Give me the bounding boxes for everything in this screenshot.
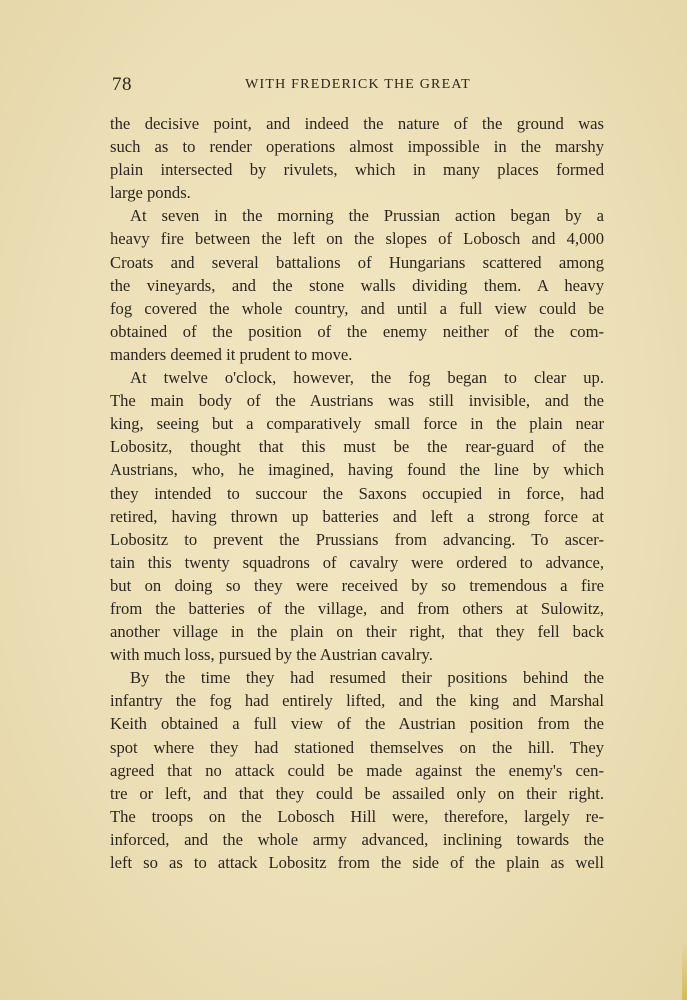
text-line: left so as to attack Lobositz from the side of the plain as well: [110, 853, 604, 872]
text-line: but on doing so they were received by so tremendous a fire: [110, 575, 604, 595]
text-line: inforced, and the whole army advanced, inclining towards the: [110, 829, 604, 849]
text-line: Croats and several battalions of Hungarians scattered among: [110, 252, 604, 272]
text-line: spot where they had stationed themselves on the hill. They: [110, 737, 604, 757]
text-line: The troops on the Lobosch Hill were, therefore, largely re-: [110, 806, 604, 826]
text-line: king, seeing but a comparatively small force in the plain near: [110, 414, 604, 434]
text-line: they intended to succour the Saxons occupied in force, had: [110, 483, 604, 503]
text-line: The main body of the Austrians was still invisible, and the: [110, 391, 604, 411]
text-line: At seven in the morning the Prussian action began by a: [130, 206, 604, 226]
text-line: agreed that no attack could be made against the enemy's cen-: [110, 760, 604, 780]
text-line: By the time they had resumed their positions behind the: [130, 668, 604, 688]
text-line: obtained of the position of the enemy neither of the com-: [110, 321, 604, 341]
text-line: retired, having thrown up batteries and left a strong force at: [110, 506, 604, 526]
text-line: from the batteries of the village, and from others at Sulowitz,: [110, 598, 604, 618]
text-line: another village in the plain on their right, that they fell back: [110, 622, 604, 642]
text-line: with much loss, pursued by the Austrian cavalry.: [110, 645, 433, 665]
text-line: heavy fire between the left on the slopes of Lobosch and 4,000: [110, 229, 604, 249]
page-edge-shade: [682, 940, 687, 1000]
body-text: [110, 112, 604, 874]
text-line: infantry the fog had entirely lifted, and the king and Marshal: [110, 691, 604, 711]
text-line: such as to render operations almost impossible in the marshy: [110, 137, 604, 157]
page-number: 78: [112, 74, 132, 95]
text-line: the decisive point, and indeed the nature of the ground was: [110, 114, 604, 133]
text-line: At twelve o'clock, however, the fog began to clear up.: [130, 368, 604, 388]
text-line: Keith obtained a full view of the Austrian position from the: [110, 714, 604, 734]
text-line: large ponds.: [110, 183, 191, 203]
text-line: plain intersected by rivulets, which in many places formed: [110, 160, 604, 180]
text-line: tain this twenty squadrons of cavalry were ordered to advance,: [110, 552, 604, 572]
text-line: the vineyards, and the stone walls dividing them. A heavy: [110, 275, 604, 295]
text-line: Lobositz to prevent the Prussians from advancing. To ascer-: [110, 529, 604, 549]
running-title: WITH FREDERICK THE GREAT: [245, 77, 471, 92]
text-line: Austrians, who, he imagined, having found the line by which: [110, 460, 604, 480]
text-line: tre or left, and that they could be assailed only on their right.: [110, 783, 604, 803]
text-line: manders deemed it prudent to move.: [110, 344, 353, 364]
text-line: Lobositz, thought that this must be the rear-guard of the: [110, 437, 604, 457]
text-line: fog covered the whole country, and until a full view could be: [110, 298, 604, 318]
running-head: [112, 74, 604, 96]
